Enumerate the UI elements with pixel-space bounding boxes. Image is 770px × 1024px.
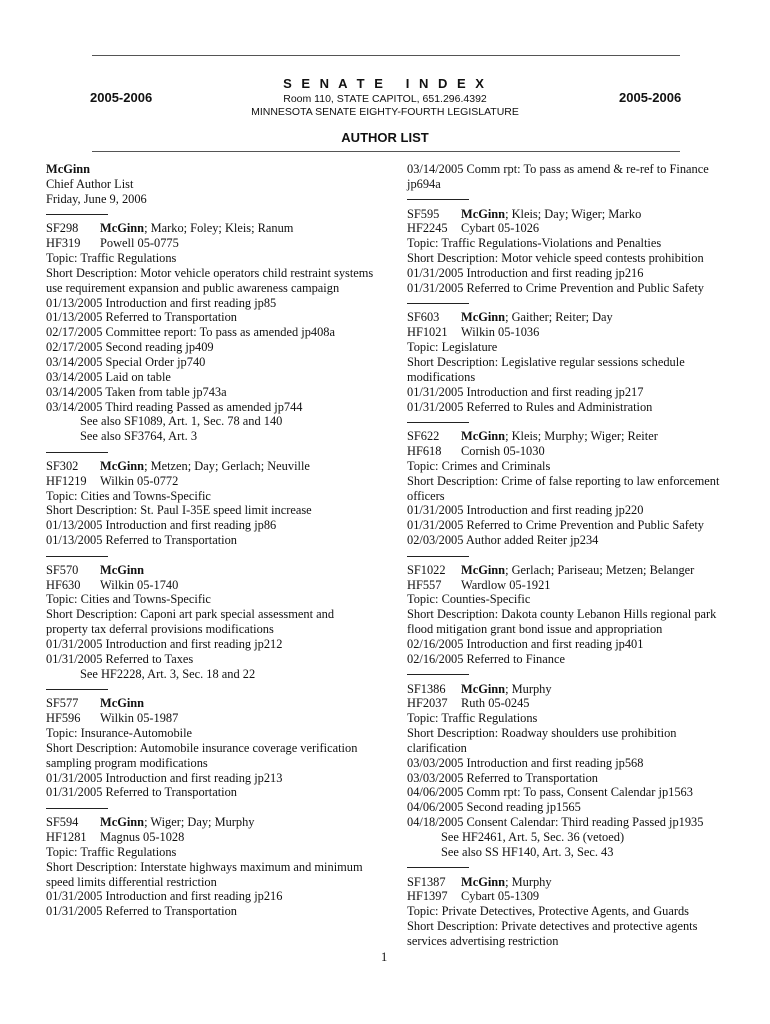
see-also-reference: See also SF3764, Art. 3 [80, 429, 198, 444]
bill-action: 01/13/2005 Referred to Transportation [46, 533, 238, 548]
senate-file-number: SF298 [46, 221, 79, 236]
co-authors: ; Murphy [505, 681, 552, 696]
separator-rule [407, 867, 469, 868]
chief-author: McGinn [100, 696, 145, 711]
co-authors: ; Wiger; Day; Murphy [144, 815, 255, 830]
companion-author: Wardlow 05-1921 [461, 577, 551, 592]
year-right: 2005-2006 [619, 90, 682, 105]
bill-action: 02/17/2005 Second reading jp409 [46, 340, 214, 355]
page-number: 1 [381, 950, 388, 964]
entry-separator [46, 682, 376, 697]
separator-rule [407, 422, 469, 423]
senate-file-number: SF622 [407, 429, 440, 444]
bill-action: 03/14/2005 Taken from table jp743a [46, 384, 227, 399]
chief-author: McGinn [461, 429, 506, 444]
bill-action: 04/06/2005 Second reading jp1565 [407, 800, 581, 815]
bill-description: Short Description: Caponi art park special assessment and property tax deferral provisions modifications [46, 607, 335, 637]
senate-file-number: SF302 [46, 458, 79, 473]
bill-description: Short Description: Motor vehicle speed contests prohibition [407, 251, 704, 266]
bill-description: Short Description: Automobile insurance coverage verification sampling program modifications [46, 740, 358, 770]
bill-description: Short Description: Crime of false reporting to law enforcement officers [407, 473, 720, 503]
bill-action: 04/18/2005 Consent Calendar: Third reading Passed jp1935 [407, 815, 704, 830]
bill-action: 03/14/2005 Special Order jp740 [46, 354, 206, 369]
companion-author: Cybart 05-1309 [461, 889, 540, 904]
separator-rule [46, 452, 108, 453]
report-date: Friday, June 9, 2006 [46, 191, 147, 206]
companion-author: Wilkin 05-1987 [100, 711, 179, 726]
chief-author: McGinn [461, 681, 506, 696]
separator-rule [407, 556, 469, 557]
bill-line [407, 563, 737, 578]
companion-line [46, 711, 376, 726]
bill-action: 01/31/2005 Introduction and first reading jp213 [46, 770, 283, 785]
chief-author: McGinn [100, 221, 145, 236]
companion-line [407, 696, 737, 711]
chief-author: McGinn [100, 458, 145, 473]
bill-action: 01/31/2005 Referred to Crime Prevention and Public Safety [407, 518, 704, 533]
companion-author: Cybart 05-1026 [461, 221, 540, 236]
companion-author: Powell 05-0775 [100, 236, 179, 251]
house-file-number: HF2245 [407, 221, 448, 236]
bill-action: 03/14/2005 Laid on table [46, 369, 171, 384]
companion-line [407, 578, 737, 593]
separator-rule [46, 214, 108, 215]
house-file-number: HF319 [46, 236, 81, 251]
entry-separator [407, 860, 737, 875]
separator-rule [407, 199, 469, 200]
companion-line [46, 236, 376, 251]
bill-description: Short Description: Interstate highways maximum and minimum speed limits differential restriction [46, 859, 363, 889]
separator-rule [46, 808, 108, 809]
house-file-number: HF557 [407, 577, 442, 592]
companion-line [46, 578, 376, 593]
companion-author: Cornish 05-1030 [461, 444, 545, 459]
bill-action: 01/13/2005 Introduction and first reading jp85 [46, 295, 277, 310]
bill-action: 01/31/2005 Referred to Crime Prevention and Public Safety [407, 280, 704, 295]
senate-file-number: SF603 [407, 310, 440, 325]
bill-topic: Topic: Traffic Regulations [46, 251, 177, 266]
separator-rule [407, 674, 469, 675]
bill-description: Short Description: Dakota county Lebanon Hills regional park flood mitigation grant bond issue and appropriation [407, 607, 717, 637]
bill-action: 03/03/2005 Referred to Transportation [407, 770, 599, 785]
companion-author: Wilkin 05-1036 [461, 325, 540, 340]
house-file-number: HF618 [407, 444, 442, 459]
bill-line [46, 696, 376, 711]
companion-line [407, 325, 737, 340]
senate-file-number: SF594 [46, 815, 79, 830]
author-name: McGinn [46, 162, 91, 176]
separator-rule [46, 689, 108, 690]
bill-action: 04/06/2005 Comm rpt: To pass, Consent Calendar jp1563 [407, 785, 693, 800]
co-authors: ; Kleis; Murphy; Wiger; Reiter [505, 429, 658, 444]
entry-separator [46, 800, 376, 815]
chief-author: McGinn [100, 562, 145, 577]
chief-author: McGinn [461, 310, 506, 325]
house-file-number: HF1281 [46, 829, 87, 844]
bill-action: 01/31/2005 Introduction and first reading jp216 [46, 889, 283, 904]
companion-line [407, 444, 737, 459]
companion-line [407, 889, 737, 904]
left-column [46, 162, 376, 919]
bill-description: Short Description: Motor vehicle operators child restraint systems use requirement expansion and public awareness campaign [46, 265, 374, 295]
carryover-action: jp694a [407, 176, 441, 191]
co-authors: ; Kleis; Day; Wiger; Marko [505, 206, 642, 221]
bill-description: Short Description: Private detectives and protective agents services advertising restriction [407, 919, 698, 948]
bill-topic: Topic: Cities and Towns-Specific [46, 592, 211, 607]
bill-line [46, 815, 376, 830]
page-title: S E N A T E I N D E X [283, 76, 487, 91]
top-rule [92, 55, 680, 56]
bill-line [407, 310, 737, 325]
bill-action: 03/14/2005 Third reading Passed as amended jp744 [46, 399, 303, 414]
companion-author: Magnus 05-1028 [100, 829, 185, 844]
bill-action: 02/17/2005 Committee report: To pass as amended jp408a [46, 325, 336, 340]
chief-author: McGinn [100, 815, 145, 830]
bill-action: 01/31/2005 Introduction and first reading jp216 [407, 265, 644, 280]
bill-line [407, 207, 737, 222]
bill-action: 01/31/2005 Referred to Rules and Administration [407, 399, 653, 414]
companion-line [407, 221, 737, 236]
bill-line [407, 682, 737, 697]
chief-author: McGinn [461, 206, 506, 221]
entry-separator [407, 192, 737, 207]
bill-topic: Topic: Cities and Towns-Specific [46, 488, 211, 503]
co-authors: ; Gerlach; Pariseau; Metzen; Belanger [505, 562, 695, 577]
entry-separator [407, 667, 737, 682]
separator-rule [46, 556, 108, 557]
bill-line [46, 563, 376, 578]
entry-separator [46, 207, 376, 222]
senate-file-number: SF577 [46, 696, 79, 711]
co-authors: ; Marko; Foley; Kleis; Ranum [144, 221, 294, 236]
bill-topic: Topic: Traffic Regulations-Violations and Penalties [407, 236, 662, 251]
see-also-reference: See HF2461, Art. 5, Sec. 36 (vetoed) [441, 829, 625, 844]
bill-line [407, 875, 737, 890]
bill-action: 02/03/2005 Author added Reiter jp234 [407, 533, 599, 548]
co-authors: ; Murphy [505, 874, 552, 889]
entry-separator [407, 296, 737, 311]
right-column [407, 162, 737, 949]
chief-author: McGinn [461, 562, 506, 577]
bill-action: 01/13/2005 Referred to Transportation [46, 310, 238, 325]
bill-topic: Topic: Counties-Specific [407, 592, 531, 607]
bill-line [46, 221, 376, 236]
senate-file-number: SF595 [407, 206, 440, 221]
bill-action: 02/16/2005 Introduction and first reading jp401 [407, 637, 644, 651]
see-also-reference: See also SF1089, Art. 1, Sec. 78 and 140 [80, 414, 283, 429]
entry-separator [46, 548, 376, 563]
bill-action: 03/03/2005 Introduction and first reading jp568 [407, 755, 644, 770]
bill-description: Short Description: Roadway shoulders use prohibition clarification [407, 726, 677, 755]
bill-topic: Topic: Insurance-Automobile [46, 726, 193, 741]
house-file-number: HF1397 [407, 889, 448, 904]
senate-file-number: SF1387 [407, 874, 446, 889]
bill-description: Short Description: Legislative regular sessions schedule modifications [407, 354, 685, 384]
entry-separator [407, 414, 737, 429]
bill-action: 01/31/2005 Introduction and first reading jp217 [407, 384, 644, 399]
co-authors: ; Gaither; Reiter; Day [505, 310, 613, 325]
house-file-number: HF630 [46, 577, 81, 592]
companion-line [46, 474, 376, 489]
year-left: 2005-2006 [90, 90, 153, 105]
entry-separator [46, 444, 376, 459]
bill-line [46, 459, 376, 474]
bill-action: 01/13/2005 Introduction and first reading jp86 [46, 518, 277, 533]
bill-action: 01/31/2005 Introduction and first reading jp212 [46, 637, 283, 651]
bill-action: 01/31/2005 Introduction and first reading jp220 [407, 503, 644, 518]
entry-separator [407, 548, 737, 563]
senate-file-number: SF1022 [407, 562, 446, 577]
bill-action: 01/31/2005 Referred to Transportation [46, 904, 238, 919]
bill-topic: Topic: Legislature [407, 340, 498, 355]
author-list-label: Chief Author List [46, 176, 134, 191]
legislature-line: MINNESOTA SENATE EIGHTY-FOURTH LEGISLATURE [251, 106, 519, 118]
chief-author: McGinn [461, 874, 506, 889]
see-also-reference: See also SS HF140, Art. 3, Sec. 43 [441, 844, 614, 859]
house-file-number: HF596 [46, 711, 81, 726]
header-bottom-rule [92, 151, 680, 152]
bill-topic: Topic: Private Detectives, Protective Agents, and Guards [407, 904, 689, 919]
co-authors: ; Metzen; Day; Gerlach; Neuville [144, 458, 310, 473]
bill-action: 01/31/2005 Referred to Taxes [46, 651, 194, 666]
bill-description: Short Description: St. Paul I-35E speed limit increase [46, 503, 312, 518]
companion-author: Wilkin 05-0772 [100, 473, 179, 488]
bill-action: 01/31/2005 Referred to Transportation [46, 785, 238, 800]
bill-line [407, 429, 737, 444]
companion-author: Wilkin 05-1740 [100, 577, 179, 592]
companion-author: Ruth 05-0245 [461, 696, 530, 711]
bill-topic: Topic: Traffic Regulations [46, 844, 177, 859]
address-line: Room 110, STATE CAPITOL, 651.296.4392 [283, 93, 487, 105]
separator-rule [407, 303, 469, 304]
bill-topic: Topic: Traffic Regulations [407, 711, 538, 726]
see-also-reference: See HF2228, Art. 3, Sec. 18 and 22 [80, 666, 256, 681]
house-file-number: HF1219 [46, 473, 87, 488]
companion-line [46, 830, 376, 845]
author-list-heading: AUTHOR LIST [341, 130, 429, 145]
bill-action: 02/16/2005 Referred to Finance [407, 651, 565, 666]
house-file-number: HF1021 [407, 325, 448, 340]
house-file-number: HF2037 [407, 696, 448, 711]
senate-file-number: SF570 [46, 562, 79, 577]
senate-file-number: SF1386 [407, 681, 446, 696]
carryover-action: 03/14/2005 Comm rpt: To pass as amend & re-ref to Finance [407, 162, 709, 176]
bill-topic: Topic: Crimes and Criminals [407, 458, 551, 473]
